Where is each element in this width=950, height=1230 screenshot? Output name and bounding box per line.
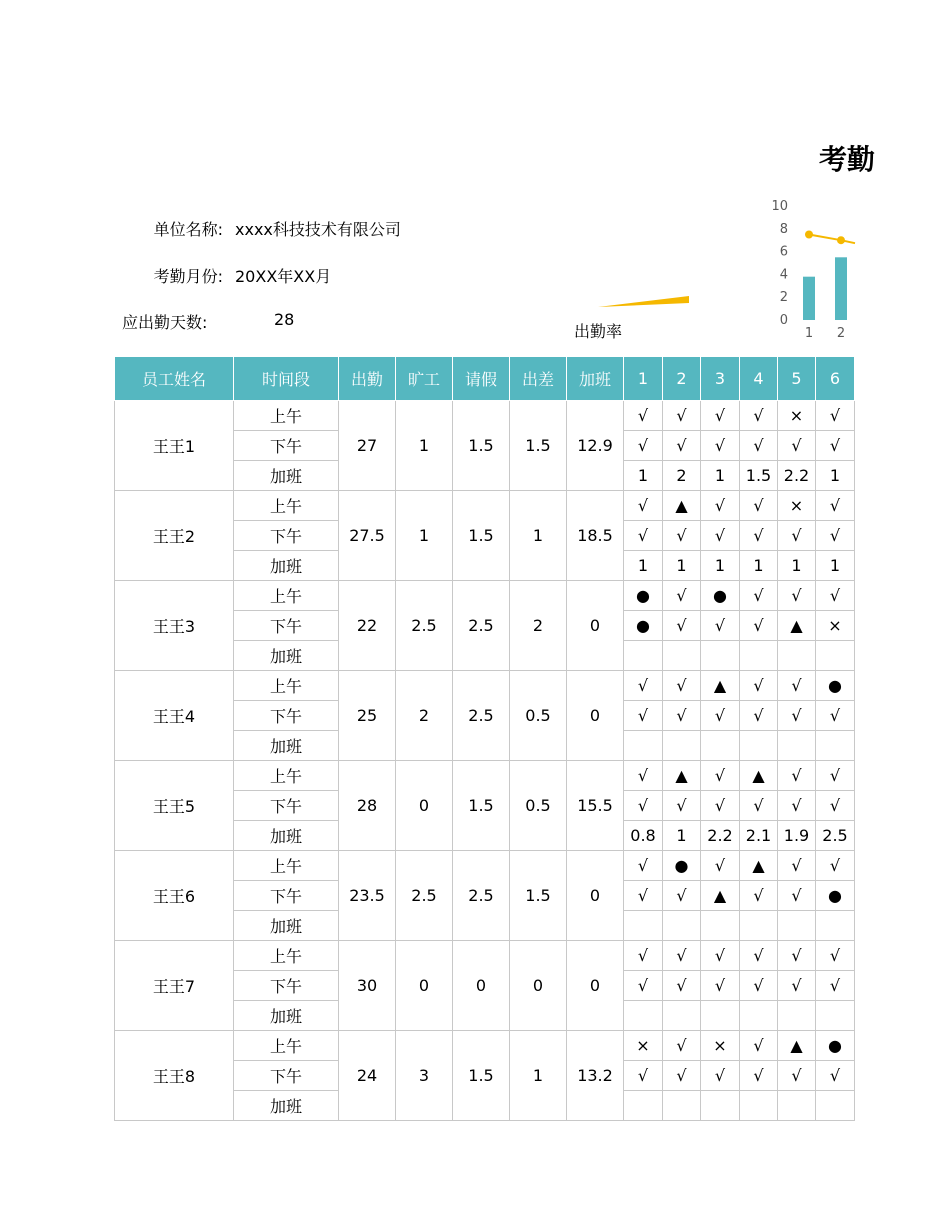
unit-name-label: 单位名称: — [153, 220, 223, 239]
day-mark: √ — [816, 581, 855, 611]
attendance-days: 30 — [339, 941, 396, 1031]
day-mark: × — [778, 491, 816, 521]
overtime-hours: 0 — [567, 671, 624, 761]
day-mark: √ — [740, 671, 778, 701]
day-mark: 1 — [701, 461, 740, 491]
leave-days: 1.5 — [453, 491, 510, 581]
day-mark: ▲ — [740, 851, 778, 881]
day-mark: √ — [740, 581, 778, 611]
day-mark: √ — [624, 971, 663, 1001]
gauge-arc — [598, 296, 689, 307]
day-mark — [778, 1001, 816, 1031]
day-mark: √ — [663, 521, 701, 551]
absent-days: 0 — [396, 761, 453, 851]
day-mark: √ — [624, 491, 663, 521]
day-mark: √ — [624, 851, 663, 881]
column-header: 出勤 — [339, 357, 396, 401]
day-mark: √ — [778, 881, 816, 911]
time-slot: 下午 — [234, 431, 339, 461]
leave-days: 1.5 — [453, 761, 510, 851]
time-slot: 上午 — [234, 1031, 339, 1061]
attendance-days: 25 — [339, 671, 396, 761]
day-mark: √ — [778, 971, 816, 1001]
time-slot: 加班 — [234, 461, 339, 491]
day-mark: ▲ — [663, 491, 701, 521]
day-mark: √ — [624, 791, 663, 821]
day-mark: × — [701, 1031, 740, 1061]
absent-days: 1 — [396, 491, 453, 581]
y-tick-label: 2 — [779, 290, 788, 306]
day-mark: √ — [624, 401, 663, 431]
required-days-value: 28 — [274, 310, 295, 329]
day-mark — [663, 641, 701, 671]
column-header: 5 — [778, 357, 816, 401]
day-mark: √ — [778, 761, 816, 791]
day-mark: √ — [740, 521, 778, 551]
column-header: 1 — [624, 357, 663, 401]
day-mark — [816, 731, 855, 761]
day-mark — [663, 1091, 701, 1121]
day-mark — [624, 1001, 663, 1031]
leave-days: 0 — [453, 941, 510, 1031]
column-header: 时间段 — [234, 357, 339, 401]
day-mark: √ — [778, 671, 816, 701]
time-slot: 加班 — [234, 551, 339, 581]
column-header: 出差 — [510, 357, 567, 401]
day-mark: √ — [663, 431, 701, 461]
leave-days: 2.5 — [453, 671, 510, 761]
attendance-days: 22 — [339, 581, 396, 671]
time-slot: 下午 — [234, 791, 339, 821]
day-mark: √ — [778, 431, 816, 461]
day-mark: √ — [740, 971, 778, 1001]
day-mark — [778, 911, 816, 941]
day-mark: √ — [816, 521, 855, 551]
time-slot: 下午 — [234, 521, 339, 551]
day-mark — [663, 1001, 701, 1031]
overtime-hours: 12.9 — [567, 401, 624, 491]
day-mark: ▲ — [740, 761, 778, 791]
employee-name: 王王2 — [115, 491, 234, 581]
day-mark: × — [778, 401, 816, 431]
day-mark: 1 — [624, 461, 663, 491]
day-mark: √ — [816, 851, 855, 881]
employee-name: 王王4 — [115, 671, 234, 761]
y-tick-label: 6 — [779, 244, 788, 260]
day-mark: √ — [816, 761, 855, 791]
day-mark: √ — [816, 431, 855, 461]
absent-days: 2 — [396, 671, 453, 761]
time-slot: 下午 — [234, 971, 339, 1001]
day-mark: √ — [624, 701, 663, 731]
day-mark: √ — [740, 791, 778, 821]
day-mark: 0.8 — [624, 821, 663, 851]
day-mark — [663, 731, 701, 761]
day-mark — [816, 1001, 855, 1031]
day-mark: √ — [778, 941, 816, 971]
day-mark: √ — [701, 401, 740, 431]
trip-days: 2 — [510, 581, 567, 671]
time-slot: 加班 — [234, 821, 339, 851]
day-mark: √ — [778, 791, 816, 821]
time-slot: 上午 — [234, 941, 339, 971]
day-mark: √ — [624, 431, 663, 461]
day-mark: ● — [816, 881, 855, 911]
column-header: 4 — [740, 357, 778, 401]
day-mark: √ — [701, 791, 740, 821]
day-mark: √ — [816, 971, 855, 1001]
day-mark: √ — [701, 941, 740, 971]
attendance-gauge — [590, 290, 700, 320]
day-mark — [816, 641, 855, 671]
column-header: 旷工 — [396, 357, 453, 401]
day-mark — [624, 1091, 663, 1121]
day-mark — [701, 1001, 740, 1031]
day-mark: ▲ — [701, 881, 740, 911]
day-mark: ● — [816, 671, 855, 701]
day-mark: √ — [663, 971, 701, 1001]
day-mark — [740, 731, 778, 761]
time-slot: 加班 — [234, 641, 339, 671]
gauge-label: 出勤率 — [574, 322, 623, 341]
time-slot: 加班 — [234, 731, 339, 761]
attendance-days: 27.5 — [339, 491, 396, 581]
day-mark: √ — [663, 581, 701, 611]
time-slot: 加班 — [234, 1091, 339, 1121]
chart-bar — [803, 277, 815, 320]
day-mark — [740, 1001, 778, 1031]
day-mark: 1 — [740, 551, 778, 581]
absent-days: 0 — [396, 941, 453, 1031]
time-slot: 加班 — [234, 911, 339, 941]
trip-days: 1.5 — [510, 851, 567, 941]
day-mark: 2.2 — [701, 821, 740, 851]
day-mark — [778, 731, 816, 761]
table-row — [115, 671, 855, 701]
overtime-hours: 13.2 — [567, 1031, 624, 1121]
day-mark: ▲ — [701, 671, 740, 701]
required-days-label: 应出勤天数: — [122, 313, 208, 332]
employee-name: 王王3 — [115, 581, 234, 671]
day-mark: √ — [778, 701, 816, 731]
chart-bar — [835, 257, 847, 320]
time-slot: 上午 — [234, 671, 339, 701]
day-mark: √ — [663, 941, 701, 971]
time-slot: 上午 — [234, 581, 339, 611]
absent-days: 2.5 — [396, 851, 453, 941]
time-slot: 上午 — [234, 851, 339, 881]
day-mark: √ — [663, 881, 701, 911]
day-mark: √ — [740, 431, 778, 461]
attendance-days: 24 — [339, 1031, 396, 1121]
day-mark: √ — [740, 491, 778, 521]
y-tick-label: 10 — [771, 199, 788, 214]
day-mark: ● — [663, 851, 701, 881]
trip-days: 0.5 — [510, 671, 567, 761]
time-slot: 下午 — [234, 701, 339, 731]
trip-days: 0 — [510, 941, 567, 1031]
absent-days: 1 — [396, 401, 453, 491]
column-header: 加班 — [567, 357, 624, 401]
leave-days: 1.5 — [453, 1031, 510, 1121]
table-row — [115, 581, 855, 611]
day-mark: √ — [740, 1061, 778, 1091]
day-mark: √ — [740, 401, 778, 431]
attendance-days: 28 — [339, 761, 396, 851]
employee-name: 王王5 — [115, 761, 234, 851]
day-mark: 1.9 — [778, 821, 816, 851]
table-row — [115, 1031, 855, 1061]
day-mark: √ — [701, 611, 740, 641]
day-mark — [778, 1091, 816, 1121]
overtime-hours: 15.5 — [567, 761, 624, 851]
month-value: 20XX年XX月 — [235, 267, 332, 286]
day-mark: √ — [663, 401, 701, 431]
day-mark: ● — [701, 581, 740, 611]
day-mark: 1 — [663, 821, 701, 851]
day-mark — [701, 911, 740, 941]
day-mark — [701, 731, 740, 761]
day-mark: √ — [624, 671, 663, 701]
absent-days: 3 — [396, 1031, 453, 1121]
employee-name: 王王1 — [115, 401, 234, 491]
y-tick-label: 4 — [779, 267, 788, 283]
day-mark: √ — [663, 611, 701, 641]
day-mark: 1 — [701, 551, 740, 581]
day-mark: 1 — [816, 551, 855, 581]
day-mark: √ — [701, 431, 740, 461]
day-mark: √ — [816, 401, 855, 431]
day-mark: √ — [701, 851, 740, 881]
day-mark — [624, 911, 663, 941]
day-mark — [624, 731, 663, 761]
day-mark: ▲ — [778, 1031, 816, 1061]
day-mark: ▲ — [778, 611, 816, 641]
y-tick-label: 0 — [779, 313, 788, 328]
day-mark — [740, 1091, 778, 1121]
column-header: 6 — [816, 357, 855, 401]
overtime-hours: 0 — [567, 851, 624, 941]
x-tick-label: 1 — [804, 326, 814, 341]
chart-line-point — [837, 236, 845, 244]
day-mark: √ — [663, 1061, 701, 1091]
day-mark: √ — [663, 1031, 701, 1061]
time-slot: 上午 — [234, 491, 339, 521]
day-mark: √ — [701, 521, 740, 551]
trip-days: 0.5 — [510, 761, 567, 851]
day-mark — [624, 641, 663, 671]
leave-days: 2.5 — [453, 851, 510, 941]
day-mark: √ — [624, 521, 663, 551]
table-row — [115, 491, 855, 521]
unit-name-value: xxxx科技技术有限公司 — [235, 220, 401, 239]
table-row — [115, 851, 855, 881]
day-mark: √ — [778, 581, 816, 611]
day-mark: √ — [701, 491, 740, 521]
day-mark: √ — [816, 491, 855, 521]
chart-line-point — [805, 231, 813, 239]
overtime-hours: 18.5 — [567, 491, 624, 581]
day-mark — [816, 1091, 855, 1121]
day-mark: 1 — [778, 551, 816, 581]
x-tick-label: 2 — [836, 326, 846, 341]
trip-days: 1 — [510, 1031, 567, 1121]
day-mark — [663, 911, 701, 941]
day-mark: √ — [701, 971, 740, 1001]
day-mark: √ — [663, 671, 701, 701]
employee-name: 王王7 — [115, 941, 234, 1031]
time-slot: 下午 — [234, 1061, 339, 1091]
leave-days: 2.5 — [453, 581, 510, 671]
month-label: 考勤月份: — [153, 267, 223, 286]
day-mark: √ — [740, 611, 778, 641]
day-mark: × — [816, 611, 855, 641]
day-mark: ▲ — [663, 761, 701, 791]
overtime-hours: 0 — [567, 581, 624, 671]
day-mark: 1 — [816, 461, 855, 491]
column-header: 3 — [701, 357, 740, 401]
time-slot: 上午 — [234, 761, 339, 791]
day-mark — [740, 911, 778, 941]
overtime-hours: 0 — [567, 941, 624, 1031]
day-mark: √ — [624, 761, 663, 791]
trip-days: 1.5 — [510, 401, 567, 491]
column-header: 请假 — [453, 357, 510, 401]
day-mark: 1 — [624, 551, 663, 581]
day-mark: ● — [624, 611, 663, 641]
table-header-row — [115, 357, 855, 401]
attendance-chart — [760, 195, 855, 345]
day-mark: √ — [624, 881, 663, 911]
column-header: 2 — [663, 357, 701, 401]
day-mark — [816, 911, 855, 941]
day-mark: √ — [778, 851, 816, 881]
day-mark: √ — [740, 881, 778, 911]
employee-name: 王王8 — [115, 1031, 234, 1121]
day-mark: √ — [816, 791, 855, 821]
day-mark: √ — [663, 701, 701, 731]
leave-days: 1.5 — [453, 401, 510, 491]
day-mark: 1.5 — [740, 461, 778, 491]
table-row — [115, 401, 855, 431]
day-mark — [778, 641, 816, 671]
day-mark: √ — [740, 941, 778, 971]
time-slot: 下午 — [234, 881, 339, 911]
column-header: 员工姓名 — [115, 357, 234, 401]
day-mark: ● — [816, 1031, 855, 1061]
day-mark: ● — [624, 581, 663, 611]
attendance-days: 23.5 — [339, 851, 396, 941]
time-slot: 加班 — [234, 1001, 339, 1031]
page-title: 考勤 — [819, 143, 876, 176]
day-mark: √ — [701, 701, 740, 731]
day-mark: √ — [816, 701, 855, 731]
day-mark — [740, 641, 778, 671]
day-mark: × — [624, 1031, 663, 1061]
day-mark — [701, 641, 740, 671]
table-row — [115, 941, 855, 971]
day-mark: 2.2 — [778, 461, 816, 491]
day-mark: √ — [663, 791, 701, 821]
day-mark: √ — [701, 761, 740, 791]
chart-line-segment — [809, 235, 841, 241]
table-row — [115, 761, 855, 791]
time-slot: 上午 — [234, 401, 339, 431]
day-mark: √ — [816, 941, 855, 971]
day-mark: √ — [740, 1031, 778, 1061]
day-mark: 2.5 — [816, 821, 855, 851]
day-mark: √ — [778, 1061, 816, 1091]
y-tick-label: 8 — [779, 221, 788, 237]
attendance-table — [114, 356, 855, 1121]
day-mark: √ — [624, 1061, 663, 1091]
day-mark: 2.1 — [740, 821, 778, 851]
employee-name: 王王6 — [115, 851, 234, 941]
absent-days: 2.5 — [396, 581, 453, 671]
day-mark — [701, 1091, 740, 1121]
day-mark: 2 — [663, 461, 701, 491]
day-mark: 1 — [663, 551, 701, 581]
attendance-days: 27 — [339, 401, 396, 491]
day-mark: √ — [624, 941, 663, 971]
day-mark: √ — [740, 701, 778, 731]
day-mark: √ — [701, 1061, 740, 1091]
time-slot: 下午 — [234, 611, 339, 641]
day-mark: √ — [778, 521, 816, 551]
trip-days: 1 — [510, 491, 567, 581]
day-mark: √ — [816, 1061, 855, 1091]
